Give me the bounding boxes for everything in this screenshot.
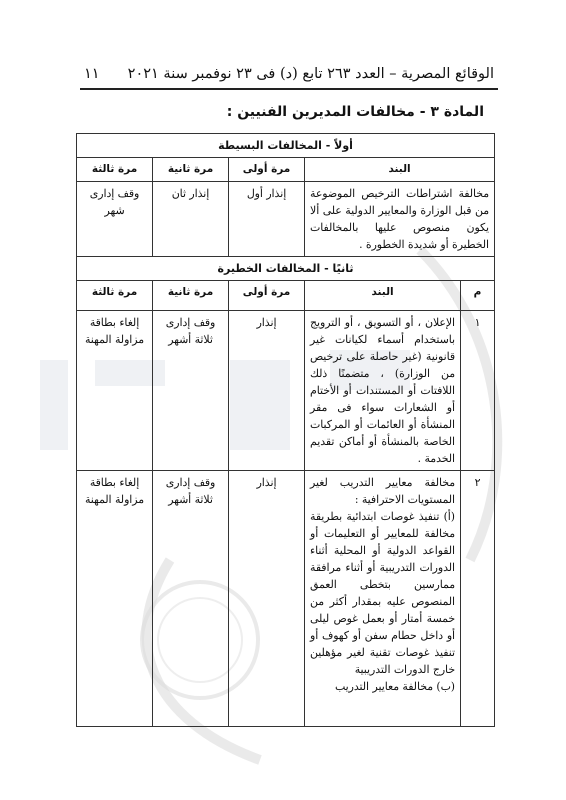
- section2-header-second: مرة ثانية: [153, 281, 229, 311]
- row1-num: ١: [461, 311, 495, 471]
- section2-row-2: [77, 471, 495, 727]
- row2-third: إلغاء بطاقة مزاولة المهنة: [77, 471, 153, 727]
- section1-title-row: [77, 134, 495, 158]
- row1-second: وقف إدارى ثلاثة أشهر: [153, 311, 229, 471]
- row2-item-intro: مخالفة معايير التدريب لغير المستويات الاحترافية :: [310, 476, 456, 506]
- section1-row: [77, 182, 495, 257]
- row2-item: [305, 471, 461, 727]
- section1-header-row: [77, 158, 495, 182]
- section1-second: إنذار ثان: [153, 182, 229, 257]
- row2-item-b: (ب) مخالفة معايير التدريب: [335, 680, 456, 693]
- section2-header-first: مرة أولى: [229, 281, 305, 311]
- section1-title: أولاً - المخالفات البسيطة: [77, 134, 495, 158]
- section2-header-third: مرة ثالثة: [77, 281, 153, 311]
- section1-header-second: مرة ثانية: [153, 158, 229, 182]
- header-rule: [80, 88, 498, 90]
- row2-item-a: (أ) تنفيذ غوصات ابتدائية بطريقة مخالفة للمعايير أو التعليمات أو القواعد الدولية أو المحلية أثناء الدورات التدريبية أو أثناء مرافقة ممارسين بتخطى العمق المنصوص عليه بمقدار أكثر من خمسة أمتار أو بعمل غوص ليلى أو داخل حطام سفن أو كهوف أو تنفيذ غوصات تقنية لغير مؤهلين خارج الدورات التدريبية: [310, 510, 456, 676]
- section1-third: وقف إدارى شهر: [77, 182, 153, 257]
- row1-third: إلغاء بطاقة مزاولة المهنة: [77, 311, 153, 471]
- page-header: [84, 62, 494, 86]
- violations-table: [76, 133, 495, 727]
- section2-header-item: البند: [305, 281, 461, 311]
- section1-item: مخالفة اشتراطات الترخيص الموضوعة من قبل الوزارة والمعايير الدولية على ألا يكون منصوص عليها بالمخالفات الخطيرة أو شديدة الخطورة .: [305, 182, 495, 257]
- row2-first: إنذار: [229, 471, 305, 727]
- header-text: الوقائع المصرية – العدد ٢٦٣ تابع (د) فى ٢٣ نوفمبر سنة ٢٠٢١: [127, 66, 494, 82]
- section2-row-1: [77, 311, 495, 471]
- row1-item: الإعلان ، أو التسويق ، أو الترويج باستخدام أسماء لكيانات غير قانونية (غير حاصلة على ترخيص من الوزارة) ، متضمنًا ذلك اللافتات أو المستندات أو الأختام أو الشعارات سواء فى مقر المنشأة أو العائمات أو المركبات الخاصة بالمنشأة أو أماكن تقديم الخدمة .: [305, 311, 461, 471]
- page-number: ١١: [84, 66, 100, 82]
- section1-header-item: البند: [305, 158, 495, 182]
- row2-num: ٢: [461, 471, 495, 727]
- section1-first: إنذار أول: [229, 182, 305, 257]
- section2-title-row: [77, 257, 495, 281]
- section1-header-third: مرة ثالثة: [77, 158, 153, 182]
- section2-header-num: م: [461, 281, 495, 311]
- section1-header-first: مرة أولى: [229, 158, 305, 182]
- row1-first: إنذار: [229, 311, 305, 471]
- article-title: المادة ٣ - مخالفات المديرين الفنيين :: [226, 104, 484, 120]
- row2-second: وقف إدارى ثلاثة أشهر: [153, 471, 229, 727]
- section2-header-row: [77, 281, 495, 311]
- section2-title: ثانيًا - المخالفات الخطيرة: [77, 257, 495, 281]
